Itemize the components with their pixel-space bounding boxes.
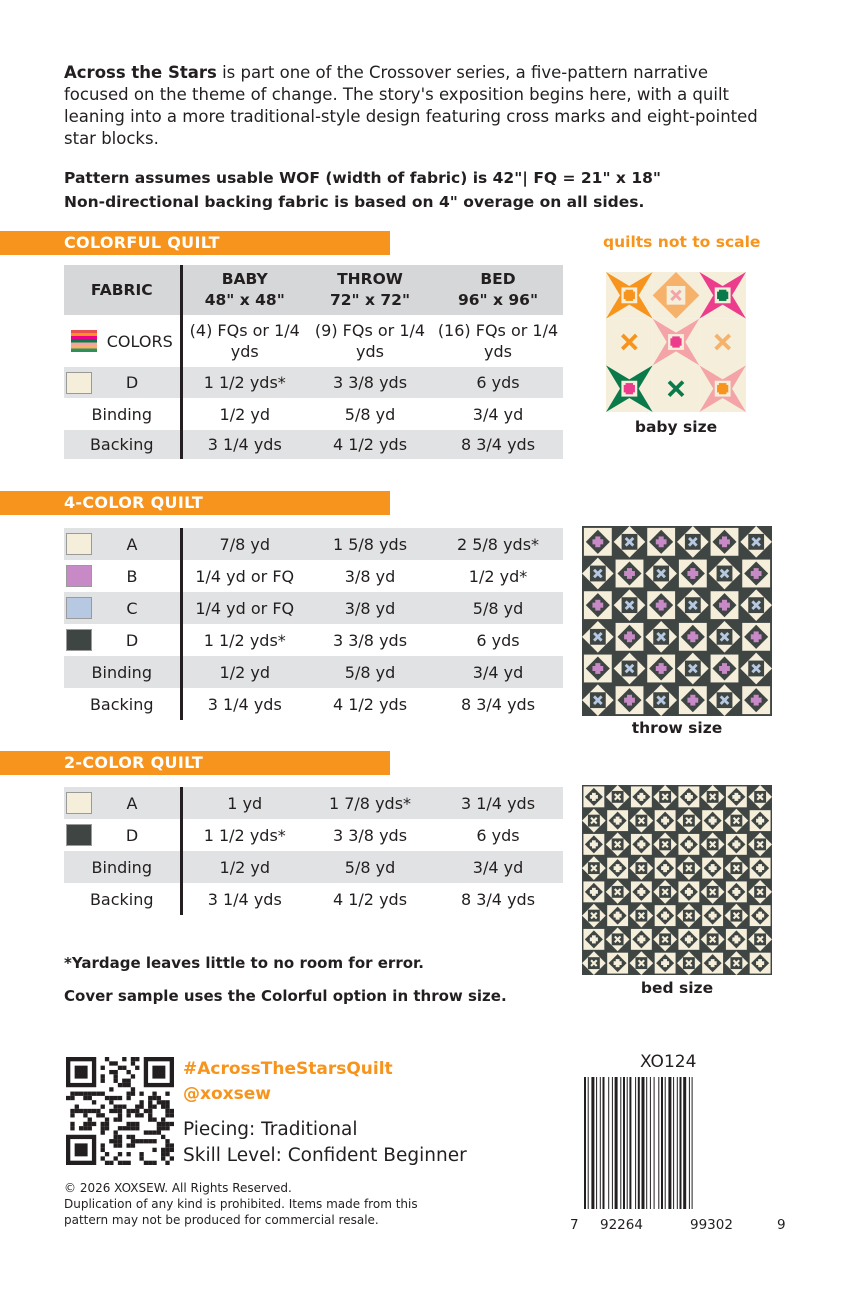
fabric-a-swatch [66,533,92,555]
fabric-a-swatch [66,792,92,814]
piecing-label: Piecing: Traditional [183,1119,358,1140]
table-row: C 1/4 yd or FQ 3/8 yd 5/8 yd [64,592,563,624]
table-row: Binding 1/2 yd 5/8 yd 3/4 yd [64,398,563,430]
table-row: D 1 1/2 yds* 3 3/8 yds 6 yds [64,367,563,398]
table-row: Binding 1/2 yd 5/8 yd 3/4 yd [64,851,563,883]
social-links [183,1057,393,1107]
table-row: A 7/8 yd 1 5/8 yds 2 5/8 yds* [64,528,563,560]
handle-link[interactable]: @xoxsew [183,1084,271,1104]
table-row: D 1 1/2 yds* 3 3/8 yds 6 yds [64,819,563,851]
fabric-d-swatch [66,629,92,651]
barcode-digit: 7 [570,1217,579,1233]
fabric-b-swatch [66,565,92,587]
colorful-quilt-banner: COLORFUL QUILT [0,231,390,255]
table-row: COLORS (4) FQs or 1/4 yds (9) FQs or 1/4 yds (16) FQs or 1/4 yds [64,315,563,367]
not-to-scale-note: quilts not to scale [603,233,761,251]
pattern-meta [183,1117,467,1169]
intro-text: is part one of the Crossover series, a five-pattern narrative focused on the theme of change. The story's exposition begins here, with a quilt leaning into a more traditional-style design featuring cross marks and eight-pointed star blocks. [64,63,758,148]
barcode-digits: 99302 [690,1217,733,1233]
header-throw: THROW 72" x 72" [307,265,433,315]
four-color-quilt-table [64,528,563,720]
cover-sample-footnote: Cover sample uses the Colorful option in throw size. [64,987,507,1005]
bed-quilt-illustration [582,785,772,975]
table-row: B 1/4 yd or FQ 3/8 yd 1/2 yd* [64,560,563,592]
barcode-digit: 9 [777,1217,786,1233]
baby-size-caption: baby size [634,418,718,436]
throw-quilt-illustration [582,526,772,716]
hashtag-link[interactable]: #AcrossTheStarsQuilt [183,1059,393,1079]
header-bed: BED 96" x 96" [433,265,563,315]
yardage-footnote: *Yardage leaves little to no room for error. [64,954,424,972]
pattern-title: Across the Stars [64,63,217,82]
backing-note: Non-directional backing fabric is based on 4" overage on all sides. [64,193,645,211]
intro-paragraph [64,62,764,150]
colorful-quilt-table [64,265,563,459]
table-row: D 1 1/2 yds* 3 3/8 yds 6 yds [64,624,563,656]
two-color-quilt-banner: 2-COLOR QUILT [0,751,390,775]
header-baby: BABY 48" x 48" [181,265,307,315]
wof-note: Pattern assumes usable WOF (width of fabric) is 42"| FQ = 21" x 18" [64,169,661,187]
barcode-digits: 92264 [600,1217,643,1233]
fabric-c-swatch [66,597,92,619]
baby-quilt-illustration [606,272,746,412]
table-row: A 1 yd 1 7/8 yds* 3 1/4 yds [64,787,563,819]
sku-label: XO124 [640,1052,697,1072]
two-color-quilt-table [64,787,563,915]
colors-swatch [71,330,97,352]
qr-code[interactable] [66,1057,174,1165]
throw-size-caption: throw size [631,719,723,737]
fabric-d-swatch [66,372,92,394]
table-row: Binding 1/2 yd 5/8 yd 3/4 yd [64,656,563,688]
upc-barcode [582,1077,772,1217]
baby-blocks [606,272,746,412]
table-row: Backing 3 1/4 yds 4 1/2 yds 8 3/4 yds [64,883,563,915]
skill-level-label: Skill Level: Confident Beginner [183,1145,467,1166]
pattern-notes [64,166,784,214]
copyright-notice: © 2026 XOXSEW. All Rights Reserved. Duplication of any kind is prohibited. Items made from this pattern may not be produced for commercial resale. [64,1181,418,1227]
table-row: Backing 3 1/4 yds 4 1/2 yds 8 3/4 yds [64,430,563,459]
fabric-d-swatch [66,824,92,846]
header-fabric: FABRIC [64,265,181,315]
table-row: Backing 3 1/4 yds 4 1/2 yds 8 3/4 yds [64,688,563,720]
bed-size-caption: bed size [640,979,714,997]
four-color-quilt-banner: 4-COLOR QUILT [0,491,390,515]
